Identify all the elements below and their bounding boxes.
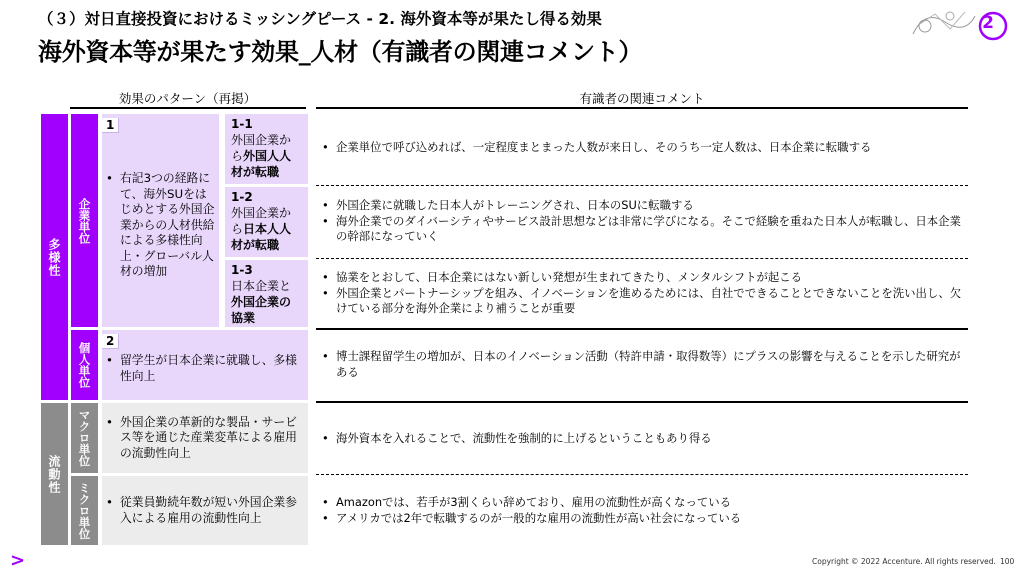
bullet-icon: • xyxy=(106,414,113,429)
pattern-1-text: 右記3つの経路にて、海外SUをはじめとする外国企業からの人材供給による多様性向上・グローバル人材の増加 xyxy=(120,171,215,278)
pattern-1-3-plain: 日本企業と xyxy=(231,279,292,293)
pattern-micro-text: 従業員勤続年数が短い外国企業参入による雇用の流動性向上 xyxy=(120,495,297,525)
comment-2-item: 博士課程留学生の増加が、日本のイノベーション活動（特許申請・取得数等）にプラスの影響を与えることを示した研究がある xyxy=(336,349,961,379)
comment-macro xyxy=(316,431,966,447)
bullet-icon: • xyxy=(322,285,329,300)
pattern-1-3-number: 1-3 xyxy=(231,263,253,277)
row-divider xyxy=(316,185,968,186)
bullet-icon: • xyxy=(322,510,329,525)
header-rule-left xyxy=(70,107,306,109)
pattern-1-2-box xyxy=(225,187,308,257)
col-header-pattern: 効果のパターン（再掲） xyxy=(118,91,257,106)
subcategory-individual: 個人単位 xyxy=(71,330,98,400)
bullet-icon: • xyxy=(106,171,113,185)
pattern-1-1-bold: 外国人人材が転職 xyxy=(231,149,292,179)
bullet-icon: • xyxy=(322,270,329,284)
pattern-1-2-plain: 外国企業から xyxy=(231,206,292,236)
comment-1-2-item-2: 海外企業でのダイバーシティやサービス設計思想などは非常に学びになる。そこで経験を重ねた日本人が転職し、日本企業の幹部になっていく xyxy=(336,213,961,243)
bullet-icon: • xyxy=(322,213,329,228)
pattern-macro-box xyxy=(102,403,308,473)
pattern-1-box xyxy=(102,114,219,327)
comment-1-3-item-2: 外国企業とパートナーシップを組み、イノベーションを進めるためには、自社でできることとできないことを洗い出し、欠けている部分を海外企業により補うことが重要 xyxy=(336,285,962,315)
bullet-icon: • xyxy=(322,431,329,445)
comment-1-1-item: 企業単位で呼び込めれば、一定程度まとまった人数が来日し、そのうち一定人数は、日本企業に転職する xyxy=(336,140,872,154)
pattern-1-1-box xyxy=(225,114,308,184)
pattern-1-1-plain: 外国企業から xyxy=(231,133,292,163)
bullet-icon: • xyxy=(106,353,113,367)
pattern-1-3-box xyxy=(225,260,308,327)
category-diversity: 多様性 xyxy=(41,114,68,400)
comment-1-3-item-1: 協業をとおして、日本企業にはない新しい発想が生まれてきたり、メンタルシフトが起こる xyxy=(336,270,803,284)
subcategory-macro: マクロ単位 xyxy=(71,403,98,473)
copyright-text: Copyright © 2022 Accenture. All rights reserved. xyxy=(812,557,996,566)
comment-macro-item: 海外資本を入れることで、流動性を強制的に上げるということもあり得る xyxy=(336,431,712,445)
bullet-icon: • xyxy=(322,349,329,363)
comment-1-3 xyxy=(316,270,966,317)
pattern-1-number: 1 xyxy=(102,118,119,133)
subcategory-company: 企業単位 xyxy=(71,114,98,327)
comment-micro xyxy=(316,495,966,526)
pattern-1-2-bold: 日本人人材が転職 xyxy=(231,222,292,252)
section-badge-number: 2 xyxy=(982,13,994,33)
pattern-2-number: 2 xyxy=(102,334,119,349)
pattern-micro-box xyxy=(102,476,308,545)
col-header-comments: 有識者の関連コメント xyxy=(579,91,705,106)
row-divider-solid xyxy=(316,401,968,403)
bullet-icon: • xyxy=(322,198,329,212)
category-mobility: 流動性 xyxy=(41,403,68,545)
comment-1-1 xyxy=(316,140,966,156)
bullet-icon: • xyxy=(322,495,329,509)
pattern-1-3-bold: 外国企業の協業 xyxy=(231,295,292,325)
accenture-logo-icon: > xyxy=(10,550,26,571)
comment-2 xyxy=(316,349,966,380)
page-title: 海外資本等が果たす効果_人材（有識者の関連コメント） xyxy=(38,38,643,66)
pattern-2-text: 留学生が日本企業に就職し、多様性向上 xyxy=(120,353,297,383)
comment-1-2 xyxy=(316,198,966,245)
row-divider xyxy=(316,258,968,259)
pattern-1-1-number: 1-1 xyxy=(231,117,253,131)
subcategory-micro: ミクロ単位 xyxy=(71,476,98,545)
pattern-macro-text: 外国企業の革新的な製品・サービス等を通じた産業変革による雇用の流動性向上 xyxy=(120,414,297,460)
bullet-icon: • xyxy=(322,140,329,154)
row-divider-solid xyxy=(316,328,968,330)
comment-micro-item-2: アメリカでは2年で転職するのが一般的な雇用の流動性が高い社会になっている xyxy=(336,510,742,525)
row-divider xyxy=(316,474,968,475)
comment-1-2-item-1: 外国企業に就職した日本人がトレーニングされ、日本のSUに転職する xyxy=(336,198,694,212)
pattern-2-box xyxy=(102,330,308,400)
bullet-icon: • xyxy=(106,495,113,509)
header-rule-right xyxy=(316,107,968,109)
page-subtitle: （３）対日直接投資におけるミッシングピース - 2. 海外資本等が果たし得る効果 xyxy=(38,10,602,28)
pattern-1-2-number: 1-2 xyxy=(231,190,253,204)
page-number: 100 xyxy=(1000,557,1015,566)
comment-micro-item-1: Amazonでは、若手が3割くらい辞めており、雇用の流動性が高くなっている xyxy=(336,495,732,509)
